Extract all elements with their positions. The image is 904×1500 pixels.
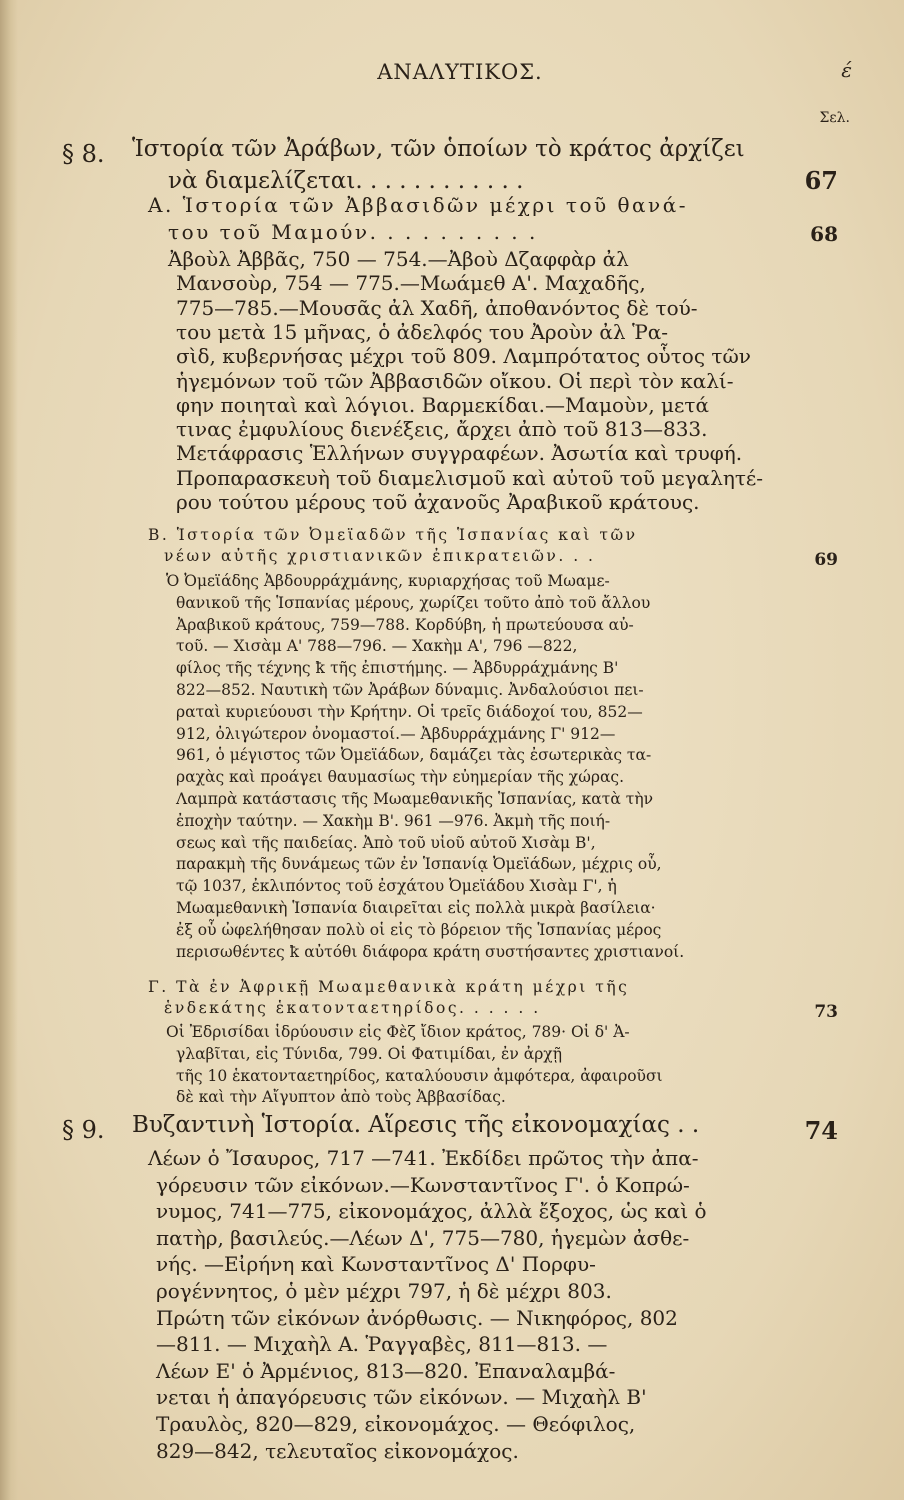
text-line: ἡγεμόνων τοῦ τῶν Ἀββασιδῶν οἴκου. Οἱ περὶ τὸν καλί- xyxy=(176,368,734,393)
section-9-title-line: Βυζαντινὴ Ἱστορία. Αἵρεσις τῆς εἰκονομαχίας . . xyxy=(132,1112,700,1138)
text-line: περισωθέντες ꝁ αὐτόθι διάφορα κράτη συστήσαντες χριστιανοί. xyxy=(176,942,685,961)
section-8-title-line: Ἱστορία τῶν Ἀράβων, τῶν ὁποίων τὸ κράτος ἀρχίζει xyxy=(132,136,745,162)
page-column-label: Σελ. xyxy=(819,110,850,126)
text-line: παρακμὴ τῆς δυνάμεως τῶν ἐν Ἱσπανίᾳ Ὀμεϊάδων, μέχρις οὗ, xyxy=(176,855,662,874)
text-line: τῆς 10 ἑκατονταετηρίδος, καταλύουσιν ἀμφότερα, ἀφαιροῦσι xyxy=(176,1066,663,1085)
text-line: Λαμπρὰ κατάστασις τῆς Μωαμεθανικῆς Ἱσπανίας, κατὰ τὴν xyxy=(176,790,654,808)
text-line: Μανσοὺρ, 754 — 775.—Μωάμεθ Α'. Μαχαδῆς, xyxy=(176,271,646,296)
text-line: 822—852. Ναυτικὴ τῶν Ἀράβων δύναμις. Ἀνδαλούσιοι πει- xyxy=(176,681,644,699)
section-8-number: § 8. xyxy=(62,140,105,168)
text-line: φίλος τῆς τέχνης ꝁ τῆς ἐπιστήμης. — Ἀβδυρράχμάνης Β' xyxy=(176,659,619,678)
text-line: Ἀραβικοῦ κράτους, 759—788. Κορδύβη, ἡ πρωτεύουσα αὐ- xyxy=(176,615,634,634)
subsection-g-heading-line: ἑνδεκάτης ἑκατονταετηρίδος. . . . . . xyxy=(164,999,541,1017)
text-line: ἐξ οὗ ὠφελήθησαν πολὺ οἱ εἰς τὸ βόρειον τῆς Ἱσπανίας μέρος xyxy=(176,920,662,939)
text-line: Λέων ὁ Ἴσαυρος, 717 —741. Ἐκδίδει πρῶτος τὴν ἀπα- xyxy=(148,1146,699,1170)
text-line: τινας ἐμφυλίους διενέξεις, ἄρχει ἀπὸ τοῦ 813—833. xyxy=(176,417,708,442)
text-line: 912, ὀλιγώτερον ὀνομαστοί.— Ἀβδυρράχμάνης Γ' 912— xyxy=(176,724,616,743)
subsection-a-page: 68 xyxy=(810,222,838,246)
subsection-b-heading-line: Β. Ἱστορία τῶν Ὀμεϊαδῶν τῆς Ἱσπανίας καὶ τῶν xyxy=(148,526,638,544)
subsection-a-heading-line: Α. Ἱστορία τῶν Ἀββασιδῶν μέχρι τοῦ θανά- xyxy=(148,193,688,217)
text-line: σὶδ, κυβερνήσας μέχρι τοῦ 809. Λαμπρότατος οὗτος τῶν xyxy=(176,344,751,369)
text-line: τοῦ. — Χισὰμ Α' 788—796. — Χακὴμ Α', 796 —822, xyxy=(176,637,578,656)
text-line: του μετὰ 15 μῆνας, ὁ ἀδελφός του Ἀροὺν ἀλ Ῥα- xyxy=(176,319,669,344)
text-line: τῷ 1037, ἐκλιπόντος τοῦ ἐσχάτου Ὀμεϊάδου Χισὰμ Γ', ἡ xyxy=(176,877,617,896)
text-line: 961, ὁ μέγιστος τῶν Ὀμεϊάδων, δαμάζει τὰς ἐσωτερικὰς τα- xyxy=(176,746,652,765)
text-line: Οἱ Ἐδρισίδαι ἱδρύουσιν εἰς Φὲζ ἴδιον κράτος, 789· Οἱ δ' Ἀ- xyxy=(166,1023,630,1041)
text-line: Λέων Ε' ὁ Ἀρμένιος, 813—820. Ἐπαναλαμβά- xyxy=(156,1358,616,1383)
text-line: Μετάφρασις Ἑλλήνων συγγραφέων. Ἀσωτία καὶ τρυφή. xyxy=(176,441,743,466)
text-line: 775—785.—Μουσᾶς ἀλ Χαδῆ, ἀποθανόντος δὲ τού- xyxy=(176,295,698,320)
text-line: νής. —Εἰρήνη καὶ Κωνσταντῖνος Δ' Πορφυ- xyxy=(156,1252,596,1277)
text-line: ραταὶ κυριεύουσι τὴν Κρήτην. Οἱ τρεῖς διάδοχοί του, 852— xyxy=(176,702,643,721)
text-line: Ὁ Ὀμεϊάδης Ἀβδουρράχμάνης, κυριαρχήσας τοῦ Μωαμε- xyxy=(166,572,610,590)
section-8-page: 67 xyxy=(804,166,838,195)
subsection-a-heading-line: του τοῦ Μαμούν. . . . . . . . . . xyxy=(168,220,538,244)
section-9-number: § 9. xyxy=(62,1116,105,1144)
header-page-number: έ xyxy=(841,58,852,82)
subsection-b-heading-line: νέων αὐτῆς χριστιανικῶν ἐπικρατειῶν. . . xyxy=(164,547,596,565)
page-spine-shadow xyxy=(0,0,18,1500)
text-line: ἐποχὴν ταύτην. — Χακὴμ Β'. 961 —976. Ἀκμὴ τῆς ποιή- xyxy=(176,811,611,830)
text-line: ρου τούτου μέρους τοῦ ἀχανοῦς Ἀραβικοῦ κράτους. xyxy=(176,490,700,514)
text-line: Προπαρασκευὴ τοῦ διαμελισμοῦ καὶ αὐτοῦ τοῦ μεγαλητέ- xyxy=(176,465,764,490)
text-line: ρογέννητος, ὁ μὲν μέχρι 797, ἡ δὲ μέχρι 803. xyxy=(156,1279,612,1303)
text-line: Ἀβοὺλ Ἀββᾶς, 750 — 754.—Ἀβοὺ Δζαφφὰρ ἀλ xyxy=(168,247,629,271)
text-line: Τραυλὸς, 820—829, εἰκονομάχος. — Θεόφιλος, xyxy=(156,1412,636,1436)
text-line: Πρώτη τῶν εἰκόνων ἀνόρθωσις. — Νικηφόρος, 802 xyxy=(156,1305,678,1330)
running-header: ΑΝΑΛΥΤΙΚΟΣ. xyxy=(377,60,543,84)
text-line: θανικοῦ τῆς Ἱσπανίας μέρους, χωρίζει τοῦτο ἀπὸ τοῦ ἄλλου xyxy=(176,593,651,612)
section-8-title-line: νὰ διαμελίζεται. . . . . . . . . . . . xyxy=(168,168,524,194)
text-line: νυμος, 741—775, εἰκονομάχος, ἀλλὰ ἔξοχος, ὡς καὶ ὁ xyxy=(156,1199,707,1224)
text-line: νεται ἡ ἀπαγόρευσις τῶν εἰκόνων. — Μιχαὴλ Β' xyxy=(156,1385,647,1410)
text-line: πατὴρ, βασιλεύς.—Λέων Δ', 775—780, ἡγεμὼν ἀσθε- xyxy=(156,1225,690,1250)
section-9-page: 74 xyxy=(804,1116,838,1145)
text-line: Μωαμεθανικὴ Ἱσπανία διαιρεῖται εἰς πολλὰ μικρὰ βασίλεια· xyxy=(176,899,656,917)
text-line: γλαβῖται, εἰς Τύνιδα, 799. Οἱ Φατιμίδαι, ἐν ἀρχῇ xyxy=(176,1044,562,1063)
text-line: ραχὰς καὶ προάγει θαυμασίως τὴν εὐημερίαν τῆς χώρας. xyxy=(176,768,625,787)
subsection-g-heading-line: Γ. Τὰ ἐν Ἀφρικῇ Μωαμεθανικὰ κράτη μέχρι τῆς xyxy=(148,978,630,996)
text-line: 829—842, τελευταῖος εἰκονομάχος. xyxy=(156,1438,519,1463)
subsection-g-page: 73 xyxy=(814,1002,838,1022)
text-line: σεως καὶ τῆς παιδείας. Ἀπὸ τοῦ υἱοῦ αὐτοῦ Χισὰμ Β', xyxy=(176,833,596,852)
text-line: φην ποιηταὶ καὶ λόγιοι. Βαρμεκίδαι.—Μαμοὺν, μετά xyxy=(176,392,709,417)
text-line: γόρευσιν τῶν εἰκόνων.—Κωνσταντῖνος Γ'. ὁ Κοπρώ- xyxy=(156,1172,690,1197)
subsection-b-page: 69 xyxy=(814,550,838,570)
text-line: δὲ καὶ τὴν Αἴγυπτον ἀπὸ τοὺς Ἀββασίδας. xyxy=(176,1088,506,1107)
text-line: —811. — Μιχαὴλ Α. Ῥαγγαβὲς, 811—813. — xyxy=(156,1332,608,1357)
